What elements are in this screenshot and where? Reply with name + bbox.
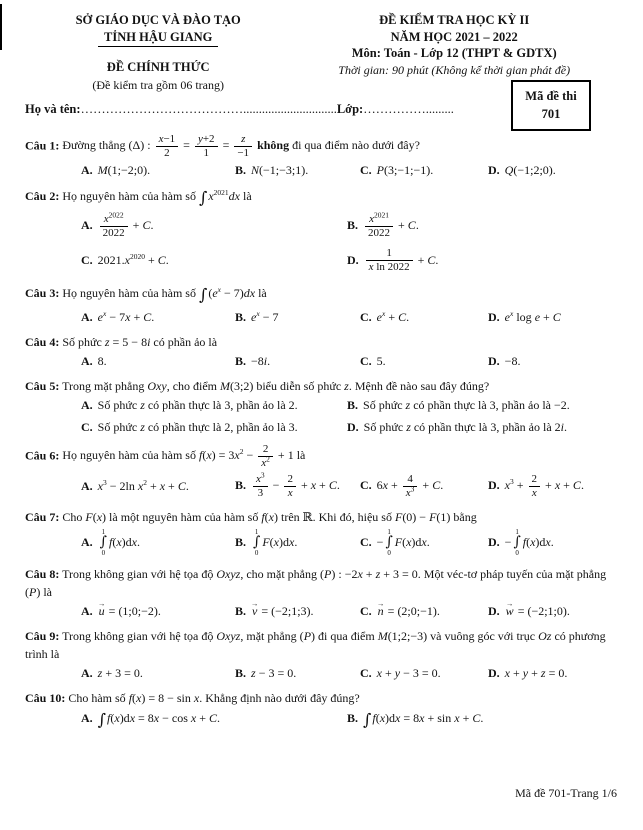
option-text: u → = (1;0;−2). bbox=[98, 604, 161, 618]
question-label: Câu 1: bbox=[25, 137, 60, 152]
option-label: B. bbox=[235, 353, 247, 368]
question-label: Câu 5: bbox=[25, 378, 60, 393]
option-label: A. bbox=[81, 309, 93, 324]
time-limit-note: Thời gian: 90 phút (Không kể thời gian phát đề) bbox=[338, 62, 571, 77]
option-label: A. bbox=[81, 353, 93, 368]
option-label: C. bbox=[81, 419, 93, 434]
option-D bbox=[488, 163, 617, 178]
questions-list bbox=[25, 133, 617, 729]
option-text: z − 3 = 0. bbox=[251, 665, 297, 680]
question-9 bbox=[25, 627, 617, 681]
question-7 bbox=[25, 508, 617, 556]
option-B bbox=[347, 210, 617, 240]
question-1 bbox=[25, 133, 617, 178]
option-text: P(3;−1;−1). bbox=[376, 162, 434, 177]
option-text: $x^3 - 2\ln$ $x^2 + x + C$. bbox=[97, 478, 189, 494]
option-label: C. bbox=[360, 353, 372, 368]
option-label: B. bbox=[235, 665, 247, 680]
option-A bbox=[81, 479, 231, 494]
question-5-options bbox=[81, 398, 617, 435]
option-text: $2021.x^{2020} + C$. bbox=[97, 252, 169, 268]
option-text: x + y + z = 0. bbox=[504, 665, 568, 680]
option-label: A. bbox=[81, 710, 93, 725]
option-D bbox=[488, 529, 617, 556]
option-text: 1 ∫ 0 F(x)dx. bbox=[253, 528, 298, 557]
header-left bbox=[25, 12, 291, 93]
option-label: C. bbox=[81, 253, 93, 268]
question-label: Câu 2: bbox=[25, 188, 60, 203]
question-10-stem bbox=[25, 689, 617, 707]
option-label: A. bbox=[81, 603, 93, 618]
option-label: D. bbox=[488, 162, 500, 177]
subject-line: Môn: Toán - Lớp 12 (THPT & GDTX) bbox=[351, 46, 557, 60]
option-text: M(1;−2;0). bbox=[97, 162, 151, 177]
option-text: $\frac{x^3}{3}$ − $\frac{2}{x}$ + x + C. bbox=[251, 478, 340, 492]
option-A bbox=[81, 710, 343, 729]
question-label: Câu 9: bbox=[25, 628, 60, 643]
option-label: D. bbox=[488, 665, 500, 680]
option-text: $e^x + C$. bbox=[376, 308, 410, 324]
question-7-stem bbox=[25, 508, 617, 526]
option-A bbox=[81, 604, 231, 619]
question-text: Họ nguyên hàm của hàm số $f(x) = 3x^2$ − $\frac{2}{x^2}$ + 1 là bbox=[59, 442, 306, 469]
option-label: C. bbox=[360, 478, 372, 493]
option-D bbox=[488, 354, 617, 369]
option-text: 8. bbox=[97, 353, 107, 368]
option-text: $e^x - 7x + C$. bbox=[97, 308, 155, 324]
option-text: N(−1;−3;1). bbox=[251, 162, 309, 177]
official-exam-label: ĐỀ CHÍNH THỨC bbox=[106, 60, 210, 74]
option-label: C. bbox=[360, 162, 372, 177]
exam-title: ĐỀ KIỂM TRA HỌC KỲ II bbox=[379, 13, 530, 27]
option-text: Q(−1;2;0). bbox=[504, 162, 556, 177]
option-text: $\frac{1}{\text{x ln 2022}}$ + C. bbox=[364, 253, 439, 267]
option-text: 1 ∫ 0 f(x)dx. bbox=[99, 528, 140, 557]
question-8 bbox=[25, 565, 617, 619]
option-text: $e^x$ log e + C bbox=[504, 308, 561, 324]
question-label: Câu 3: bbox=[25, 285, 60, 300]
option-label: D. bbox=[488, 478, 500, 493]
province-name: TỈNH HẬU GIANG bbox=[98, 29, 218, 48]
option-label: D. bbox=[347, 419, 359, 434]
option-A bbox=[81, 210, 343, 240]
option-text: Số phức z có phần thực là 3, phần ảo là 2. bbox=[97, 397, 298, 412]
question-1-stem bbox=[25, 133, 617, 160]
option-A bbox=[81, 666, 231, 681]
option-text: Số phức z có phần thực là 2, phần ảo là 3. bbox=[97, 419, 298, 434]
option-B bbox=[235, 163, 356, 178]
option-D bbox=[347, 420, 617, 435]
option-A bbox=[81, 310, 231, 325]
question-label: Câu 7: bbox=[25, 510, 60, 525]
question-6-options bbox=[81, 470, 617, 500]
question-3 bbox=[25, 283, 617, 325]
question-text: Họ nguyên hàm của hàm số $\int x^{2021}dx$ là bbox=[59, 187, 252, 207]
option-D bbox=[488, 473, 617, 500]
question-3-options bbox=[81, 310, 617, 325]
exam-code-box bbox=[511, 80, 591, 131]
option-label: D. bbox=[488, 309, 500, 324]
option-C bbox=[360, 666, 484, 681]
question-text: Họ nguyên hàm của hàm số $\int(e^x - 7)dx$ là bbox=[59, 284, 267, 304]
option-text: − 1 ∫ 0 f(x)dx. bbox=[504, 528, 554, 557]
option-D bbox=[347, 247, 617, 274]
option-label: A. bbox=[81, 397, 93, 412]
name-label: Họ và tên: bbox=[25, 101, 81, 116]
question-9-stem bbox=[25, 627, 617, 663]
option-C bbox=[360, 354, 484, 369]
option-label: D. bbox=[488, 534, 500, 549]
option-label: A. bbox=[81, 534, 93, 549]
question-7-options bbox=[81, 529, 617, 556]
option-label: B. bbox=[235, 309, 247, 324]
option-text: ∫f(x)dx = 8x + sin x + C. bbox=[363, 709, 484, 729]
option-A bbox=[81, 529, 231, 556]
pages-note: (Đề kiểm tra gồm 06 trang) bbox=[92, 77, 224, 92]
question-2 bbox=[25, 186, 617, 275]
question-5-stem bbox=[25, 377, 617, 395]
question-4 bbox=[25, 333, 617, 369]
option-label: C. bbox=[360, 309, 372, 324]
option-text: $e^x - 7$ bbox=[251, 308, 279, 324]
question-text: Trong không gian với hệ tọa độ Oxyz, mặt phẳng (P) đi qua điểm M(1;2;−3) và vuông góc với trục Oz có phương trình là bbox=[25, 628, 606, 661]
option-B bbox=[235, 470, 356, 500]
option-B bbox=[235, 310, 356, 325]
option-label: B. bbox=[235, 162, 247, 177]
question-10-options bbox=[81, 710, 617, 729]
option-label: B. bbox=[235, 534, 247, 549]
option-text: 5. bbox=[376, 353, 386, 368]
option-C bbox=[81, 253, 343, 268]
option-text: ∫f(x)dx = 8x − cos x + C. bbox=[97, 709, 221, 729]
question-2-stem bbox=[25, 186, 617, 210]
option-label: B. bbox=[235, 478, 247, 493]
option-C bbox=[360, 473, 484, 500]
option-C bbox=[360, 310, 484, 325]
question-3-stem bbox=[25, 283, 617, 307]
question-label: Câu 8: bbox=[25, 566, 60, 581]
option-text: Số phức z có phần thực là 3, phần ảo là 2i. bbox=[363, 419, 567, 434]
class-label: Lớp: bbox=[336, 101, 364, 116]
option-label: B. bbox=[347, 397, 359, 412]
option-label: B. bbox=[347, 218, 359, 233]
question-2-options bbox=[81, 210, 617, 275]
option-text: $\frac{x^{2021}}{2022}$ + C. bbox=[363, 218, 419, 232]
class-dots-fill: ……………......... bbox=[363, 101, 454, 116]
option-text: v → = (−2;1;3). bbox=[251, 604, 314, 618]
page-footer: Mã đề 701-Trang 1/6 bbox=[515, 786, 617, 800]
option-B bbox=[347, 398, 617, 413]
option-C bbox=[360, 163, 484, 178]
option-text: n → = (2;0;−1). bbox=[377, 604, 440, 618]
option-text: w → = (−2;1;0). bbox=[505, 604, 570, 618]
option-text: z + 3 = 0. bbox=[97, 665, 143, 680]
option-label: C. bbox=[360, 534, 372, 549]
option-C bbox=[81, 420, 343, 435]
option-label: D. bbox=[488, 603, 500, 618]
option-D bbox=[488, 310, 617, 325]
option-B bbox=[347, 710, 617, 729]
option-C bbox=[360, 529, 484, 556]
question-4-options bbox=[81, 354, 617, 369]
question-label: Câu 6: bbox=[25, 448, 60, 463]
question-6 bbox=[25, 443, 617, 501]
option-text: $x^3$ + $\frac{2}{x}$ + x + C. bbox=[504, 473, 584, 500]
option-label: C. bbox=[360, 603, 372, 618]
question-text: Trong không gian với hệ tọa độ Oxyz, cho mặt phẳng (P) : −2x + z + 3 = 0. Một véc-tơ pháp tuyến của mặt phẳng (P) là bbox=[25, 566, 607, 599]
question-6-stem bbox=[25, 443, 617, 470]
option-A bbox=[81, 354, 231, 369]
exam-code-value: 701 bbox=[541, 107, 561, 122]
question-5 bbox=[25, 377, 617, 435]
option-label: A. bbox=[81, 479, 93, 494]
option-D bbox=[488, 604, 617, 619]
option-text: $\frac{x^{2022}}{2022}$ + C. bbox=[98, 218, 154, 232]
option-B bbox=[235, 666, 356, 681]
option-A bbox=[81, 163, 231, 178]
question-8-stem bbox=[25, 565, 617, 601]
name-dots-fill: ………………………………….............................. bbox=[80, 101, 337, 116]
exam-code-label: Mã đề thi bbox=[525, 89, 577, 103]
question-10 bbox=[25, 689, 617, 729]
option-text: Số phức z có phần thực là 3, phần ảo là −2. bbox=[363, 397, 570, 412]
option-label: A. bbox=[81, 162, 93, 177]
option-B bbox=[235, 604, 356, 619]
option-B bbox=[235, 354, 356, 369]
option-label: A. bbox=[81, 665, 93, 680]
question-label: Câu 10: bbox=[25, 690, 66, 705]
option-text: − 1 ∫ 0 F(x)dx. bbox=[376, 528, 430, 557]
option-text: −8i. bbox=[251, 353, 271, 368]
option-B bbox=[235, 529, 356, 556]
option-label: C. bbox=[360, 665, 372, 680]
question-9-options bbox=[81, 666, 617, 681]
option-text: −8. bbox=[504, 353, 521, 368]
question-label: Câu 4: bbox=[25, 334, 60, 349]
option-A bbox=[81, 398, 343, 413]
option-label: B. bbox=[235, 603, 247, 618]
question-4-stem bbox=[25, 333, 617, 351]
option-label: D. bbox=[347, 252, 359, 267]
option-text: 6x + $\frac{4}{x^3}$ + C. bbox=[376, 473, 444, 500]
option-text: x + y − 3 = 0. bbox=[376, 665, 441, 680]
question-1-options bbox=[81, 163, 617, 178]
option-C bbox=[360, 604, 484, 619]
school-year: NĂM HỌC 2021 – 2022 bbox=[390, 29, 518, 44]
scan-artifact-mark bbox=[0, 4, 2, 50]
question-text: Số phức z = 5 − 8i có phần ảo là bbox=[59, 334, 218, 349]
option-label: B. bbox=[347, 710, 359, 725]
question-text: Cho hàm số f(x) = 8 − sin x. Khẳng định nào dưới đây đúng? bbox=[65, 690, 360, 705]
question-8-options bbox=[81, 604, 617, 619]
option-D bbox=[488, 666, 617, 681]
option-label: D. bbox=[488, 353, 500, 368]
department-name: SỞ GIÁO DỤC VÀ ĐÀO TẠO bbox=[75, 13, 241, 27]
question-text: Trong mặt phẳng Oxy, cho điểm M(3;2) biểu diễn số phức z. Mệnh đề nào sau đây đúng? bbox=[59, 378, 490, 393]
question-text: Đường thẳng (Δ) : $\frac{x-1}{2}$ = $\frac{y+2}{1}$ = $\frac{z}{-1}$ không đi qua điểm nào dưới đây? bbox=[59, 132, 420, 159]
question-text: Cho F(x) là một nguyên hàm của hàm số f(x) trên ℝ. Khi đó, hiệu số F(0) − F(1) bằng bbox=[59, 510, 477, 525]
option-label: A. bbox=[81, 218, 93, 233]
